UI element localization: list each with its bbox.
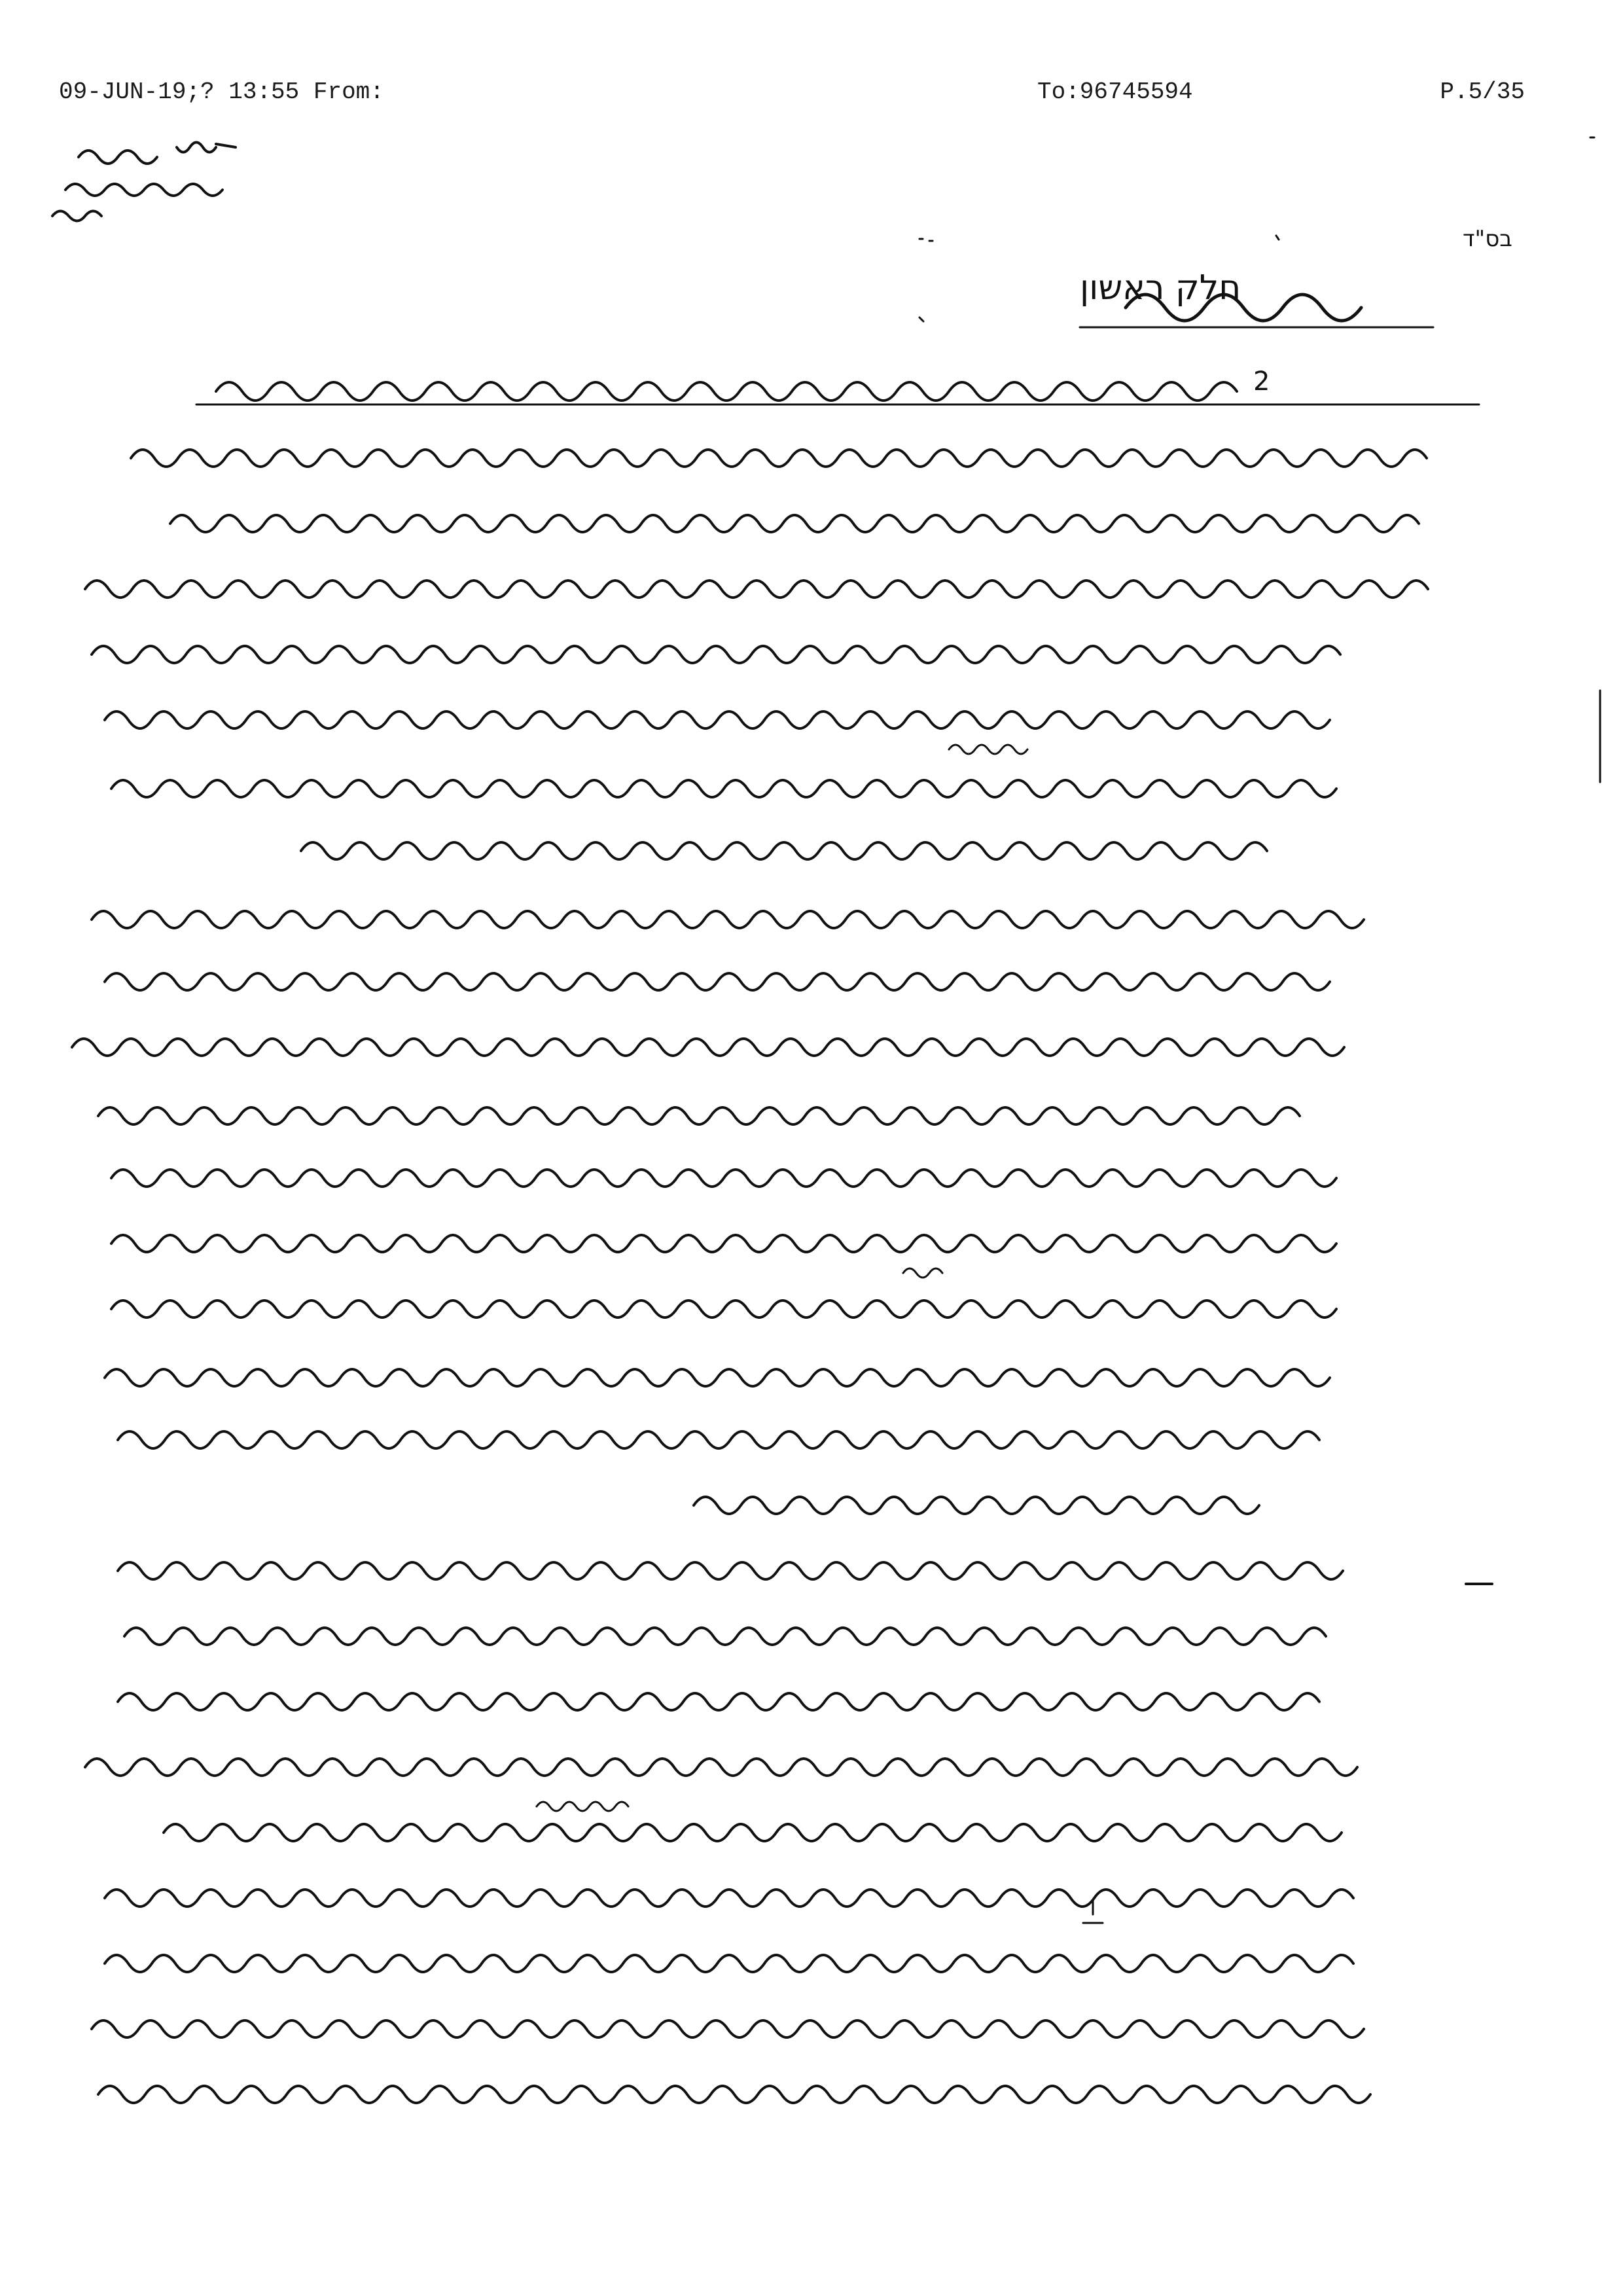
question-number: 2: [1253, 367, 1270, 397]
script-body-lines: [72, 450, 1492, 2103]
fax-recipient-number: To:96745594: [1037, 79, 1193, 105]
script-line-1: [196, 382, 1479, 404]
fax-page-number: P.5/35: [1440, 79, 1525, 105]
corner-handwritten-note: [52, 143, 236, 221]
part-heading: חלק ראשון: [1080, 268, 1241, 308]
bsd-mark: בס"ד: [1463, 226, 1512, 252]
fax-sent-time: 09-JUN-19;? 13:55 From:: [59, 79, 384, 105]
